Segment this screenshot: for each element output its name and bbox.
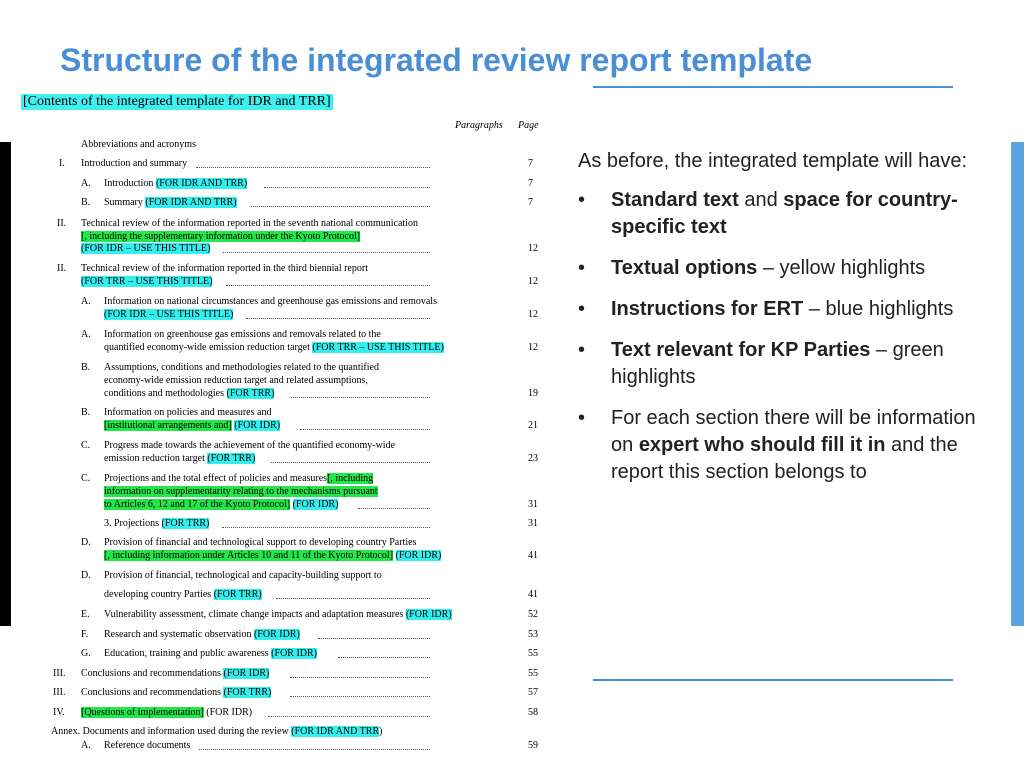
document-heading: [Contents of the integrated template for IDR and TRR] [23, 94, 331, 109]
toc-entry: Provision of financial, technological and capacity-building support to [104, 570, 382, 581]
toc-page: 53 [528, 629, 538, 640]
bullet-dot: • [578, 407, 586, 429]
toc-page: 19 [528, 388, 538, 399]
toc-letter: D. [81, 570, 91, 581]
toc-entry: Reference documents [104, 740, 191, 751]
toc-page: 21 [528, 420, 538, 431]
instruction-highlight: (FOR IDR – USE THIS TITLE) [81, 243, 211, 254]
instruction-highlight: (FOR IDR – USE THIS TITLE) [104, 309, 234, 320]
instruction-highlight: (FOR IDR AND TRR [291, 726, 380, 737]
toc-page: 12 [528, 342, 538, 353]
toc-entry-cont [104, 485, 378, 498]
toc-entry-cont [104, 498, 338, 511]
toc-page: 12 [528, 243, 538, 254]
kp-highlight: [, including the supplementary information under the Kyoto Protocol] [81, 231, 361, 242]
instruction-highlight: (FOR IDR) [271, 648, 318, 659]
toc-entry-cont: quantified economy-wide emission reduction target (FOR TRR – USE THIS TITLE) [104, 342, 444, 353]
toc-entry: Projections and the total effect of policies and measures[, including [104, 473, 374, 484]
toc-page: 55 [528, 668, 538, 679]
toc-letter: G. [81, 648, 91, 659]
toc-entry: Introduction (FOR IDR AND TRR) [104, 178, 248, 189]
dot-leader [290, 696, 430, 697]
dot-leader [264, 187, 430, 188]
toc-page: 12 [528, 309, 538, 320]
instruction-highlight: (FOR IDR AND TRR) [155, 178, 248, 189]
toc-page: 31 [528, 518, 538, 529]
instruction-highlight: (FOR IDR) [395, 550, 442, 561]
toc-page: 52 [528, 609, 538, 620]
toc-page: 41 [528, 589, 538, 600]
instruction-highlight: (FOR IDR) [405, 609, 452, 620]
toc-entry: Information on greenhouse gas emissions and removals related to the [104, 329, 381, 340]
instruction-highlight: (FOR TRR – USE THIS TITLE) [312, 342, 444, 353]
dot-leader [290, 677, 430, 678]
toc-entry: Research and systematic observation (FOR IDR) [104, 629, 300, 640]
column-header-paragraphs: Paragraphs [455, 120, 503, 131]
toc-entry-cont: conditions and methodologies (FOR TRR) [104, 388, 275, 399]
bullet-dot: • [578, 257, 586, 279]
dot-leader [358, 508, 430, 509]
toc-letter: A. [81, 740, 91, 751]
toc-page: 41 [528, 550, 538, 561]
panel-intro: As before, the integrated template will have: [578, 150, 968, 172]
instruction-highlight: (FOR IDR) [253, 629, 300, 640]
toc-number: II. [57, 218, 67, 229]
toc-number: III. [53, 687, 66, 698]
kp-highlight: [Questions of implementation] [81, 707, 204, 718]
toc-entry-cont: emission reduction target (FOR TRR) [104, 453, 256, 464]
toc-abbreviations: Abbreviations and acronyms [81, 139, 196, 150]
instruction-highlight: (FOR TRR – USE THIS TITLE) [81, 276, 213, 287]
dot-leader [318, 638, 430, 639]
dot-leader [291, 397, 430, 398]
toc-page: 7 [528, 197, 533, 208]
toc-letter: F. [81, 629, 89, 640]
toc-entry: [Questions of implementation] (FOR IDR) [81, 707, 253, 718]
toc-entry: Assumptions, conditions and methodologies related to the quantified [104, 362, 379, 373]
toc-entry: Summary (FOR IDR AND TRR) [104, 197, 237, 208]
toc-entry: Technical review of the information reported in the seventh national communication [81, 218, 418, 229]
kp-highlight: [, including [327, 473, 374, 484]
bullet-item: • Textual options – yellow highlights [578, 255, 978, 282]
toc-entry-cont: developing country Parties (FOR TRR) [104, 589, 262, 600]
column-header-page: Page [518, 120, 539, 131]
toc-entry-cont [104, 549, 441, 562]
toc-letter: B. [81, 407, 91, 418]
toc-page: 55 [528, 648, 538, 659]
toc-entry-cont [104, 419, 280, 432]
dot-leader [268, 716, 430, 717]
toc-letter: C. [81, 440, 91, 451]
kp-highlight: information on supplementarity relating to the mechanisms pursuant [104, 486, 378, 497]
bottom-divider [593, 679, 953, 681]
toc-entry: 3. Projections (FOR TRR) [104, 518, 210, 529]
dot-leader [338, 657, 430, 658]
toc-page: 58 [528, 707, 538, 718]
toc-letter: D. [81, 537, 91, 548]
toc-entry: Introduction and summary [81, 158, 188, 169]
toc-page: 31 [528, 499, 538, 510]
dot-leader [251, 206, 430, 207]
toc-letter: A. [81, 329, 91, 340]
right-edge-bar [1011, 142, 1024, 626]
toc-letter: B. [81, 197, 91, 208]
dot-leader [246, 318, 430, 319]
instruction-highlight: (FOR IDR AND TRR) [145, 197, 237, 208]
toc-page: 23 [528, 453, 538, 464]
dot-leader [300, 429, 430, 430]
toc-page: 57 [528, 687, 538, 698]
instruction-highlight: (FOR TRR) [226, 388, 275, 399]
instruction-highlight: (FOR TRR) [213, 589, 262, 600]
dot-leader [199, 749, 430, 750]
toc-letter: B. [81, 362, 91, 373]
bullet-item: • Standard text and space for country-specific text [578, 189, 958, 238]
instruction-highlight: (FOR IDR) [223, 668, 270, 679]
toc-entry-cont [104, 308, 233, 321]
toc-entry: Technical review of the information reported in the third biennial report [81, 263, 368, 274]
toc-entry: Conclusions and recommendations (FOR TRR) [81, 687, 272, 698]
toc-entry: Provision of financial and technological support to developing country Parties [104, 537, 417, 548]
explanation-panel [578, 148, 978, 500]
kp-highlight: [, including information under Articles 10 and 11 of the Kyoto Protocol] [104, 550, 394, 561]
toc-page: 12 [528, 276, 538, 287]
toc-entry-cont [81, 275, 212, 288]
bullet-dot: • [578, 189, 586, 211]
toc-number: I. [59, 158, 65, 169]
toc-letter: C. [81, 473, 91, 484]
bullet-item: • Instructions for ERT – blue highlights [578, 296, 978, 323]
slide-title: Structure of the integrated review report template [60, 42, 813, 78]
toc-number: III. [53, 668, 66, 679]
kp-highlight: to Articles 6, 12 and 17 of the Kyoto Protocol] [104, 499, 291, 510]
toc-entry-cont [81, 242, 210, 255]
toc-page: 59 [528, 740, 538, 751]
dot-leader [226, 285, 430, 286]
toc-entry: Education, training and public awareness (FOR IDR) [104, 648, 318, 659]
toc-letter: A. [81, 178, 91, 189]
kp-highlight: [institutional arrangements and] [104, 420, 232, 431]
dot-leader [271, 462, 430, 463]
toc-entry: Annex. Documents and information used during the review (FOR IDR AND TRR) [51, 726, 383, 737]
bullet-item: • For each section there will be information on expert who should fill it in and the report this section belongs to [578, 407, 976, 483]
toc-entry-cont: economy-wide emission reduction target and related assumptions, [104, 375, 368, 386]
toc-number: IV. [53, 707, 65, 718]
toc-page: 7 [528, 178, 533, 189]
dot-leader [223, 252, 430, 253]
bullet-item: • Text relevant for KP Parties – green highlights [578, 339, 944, 388]
bullet-dot: • [578, 339, 586, 361]
toc-entry: Conclusions and recommendations (FOR IDR) [81, 668, 270, 679]
dot-leader [222, 527, 430, 528]
instruction-highlight: (FOR IDR) [292, 499, 339, 510]
toc-letter: A. [81, 296, 91, 307]
toc-entry: Vulnerability assessment, climate change impacts and adaptation measures (FOR IDR) [104, 609, 452, 620]
instruction-highlight: (FOR IDR) [234, 420, 281, 431]
toc-letter: E. [81, 609, 90, 620]
toc-page: 7 [528, 158, 533, 169]
toc-number: II. [57, 263, 67, 274]
bullet-dot: • [578, 298, 586, 320]
instruction-highlight: (FOR TRR) [207, 453, 256, 464]
dot-leader [276, 598, 430, 599]
instruction-highlight: (FOR TRR) [223, 687, 272, 698]
toc-entry: Information on national circumstances and greenhouse gas emissions and removals [104, 296, 437, 307]
toc-entry: Progress made towards the achievement of the quantified economy-wide [104, 440, 396, 451]
dot-leader [196, 167, 430, 168]
instruction-highlight: (FOR TRR) [161, 518, 210, 529]
title-underline [593, 86, 953, 88]
toc-entry: Information on policies and measures and [104, 407, 272, 418]
